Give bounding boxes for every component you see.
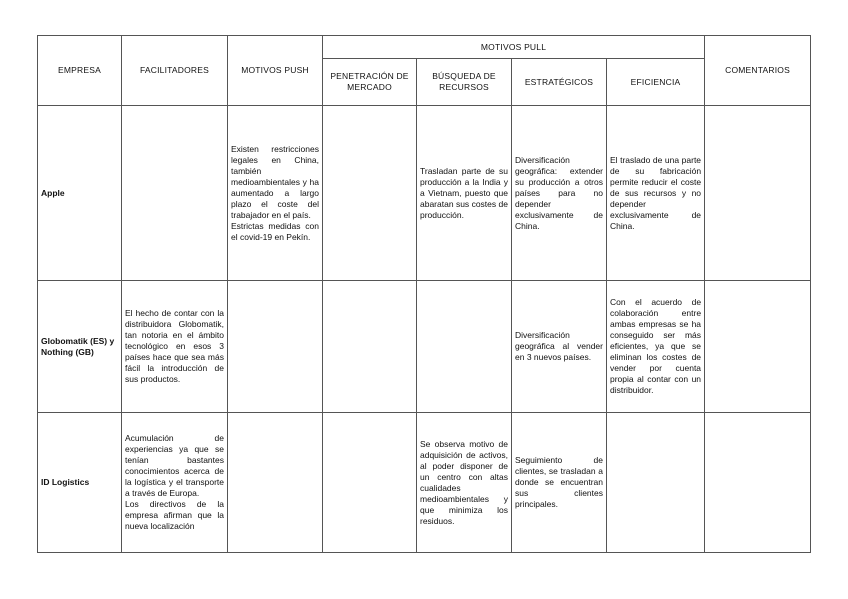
- header-penetracion: PENETRACIÓN DE MERCADO: [323, 59, 417, 106]
- header-motivos-push: MOTIVOS PUSH: [228, 36, 323, 106]
- busqueda-cell: [417, 281, 512, 413]
- table-row: [38, 281, 811, 413]
- header-motivos-pull: MOTIVOS PULL: [323, 36, 705, 59]
- penetracion-cell: [323, 413, 417, 553]
- company-name: Apple: [38, 106, 122, 281]
- header-eficiencia: EFICIENCIA: [607, 59, 705, 106]
- eficiencia-cell: Con el acuerdo de colaboración entre ambas empresas se ha conseguido ser más eficientes, ya que se eliminan los costes de vender por cuenta propia al contar con un distribuidor.: [607, 281, 705, 413]
- facilitadores-cell: El hecho de contar con la distribuidora Globomatik, tan notoria en el ámbito tecnológico en esos 3 países hace que sea más fácil la introducción de sus productos.: [122, 281, 228, 413]
- busqueda-cell: Se observa motivo de adquisición de activos, al poder disponer de un centro con altas cualidades medioambientales y que minimiza los residuos.: [417, 413, 512, 553]
- push-cell: [228, 281, 323, 413]
- push-cell: Existen restricciones legales en China, también medioambientales y ha aumentado a largo plazo el coste del trabajador en el país. Estrictas medidas con el covid-19 en Pekín.: [228, 106, 323, 281]
- penetracion-cell: [323, 281, 417, 413]
- header-comentarios: COMENTARIOS: [705, 36, 811, 106]
- header-estrategicos: ESTRATÉGICOS: [512, 59, 607, 106]
- estrategicos-cell: Diversificación geográfica: extender su producción a otros países para no depender exclusivamente de China.: [512, 106, 607, 281]
- motives-table: [37, 35, 811, 553]
- header-busqueda: BÚSQUEDA DE RECURSOS: [417, 59, 512, 106]
- table-row: [38, 413, 811, 553]
- penetracion-cell: [323, 106, 417, 281]
- table-row: [38, 106, 811, 281]
- facilitadores-cell: Acumulación de experiencias ya que se tenían bastantes conocimientos acerca de la logística y el transporte a través de Europa. Los directivos de la empresa afirman que la nueva localización: [122, 413, 228, 553]
- eficiencia-cell: [607, 413, 705, 553]
- comentarios-cell: [705, 281, 811, 413]
- company-name: Globomatik (ES) y Nothing (GB): [38, 281, 122, 413]
- comentarios-cell: [705, 413, 811, 553]
- busqueda-cell: Trasladan parte de su producción a la India y a Vietnam, puesto que abaratan sus costes de producción.: [417, 106, 512, 281]
- header-empresa: EMPRESA: [38, 36, 122, 106]
- header-facilitadores: FACILITADORES: [122, 36, 228, 106]
- push-cell: [228, 413, 323, 553]
- estrategicos-cell: Diversificación geográfica al vender en 3 nuevos países.: [512, 281, 607, 413]
- facilitadores-cell: [122, 106, 228, 281]
- eficiencia-cell: El traslado de una parte de su fabricación permite reducir el coste de sus recursos y no depender exclusivamente de China.: [607, 106, 705, 281]
- company-name: ID Logistics: [38, 413, 122, 553]
- estrategicos-cell: Seguimiento de clientes, se trasladan a donde se encuentran sus clientes principales.: [512, 413, 607, 553]
- comentarios-cell: [705, 106, 811, 281]
